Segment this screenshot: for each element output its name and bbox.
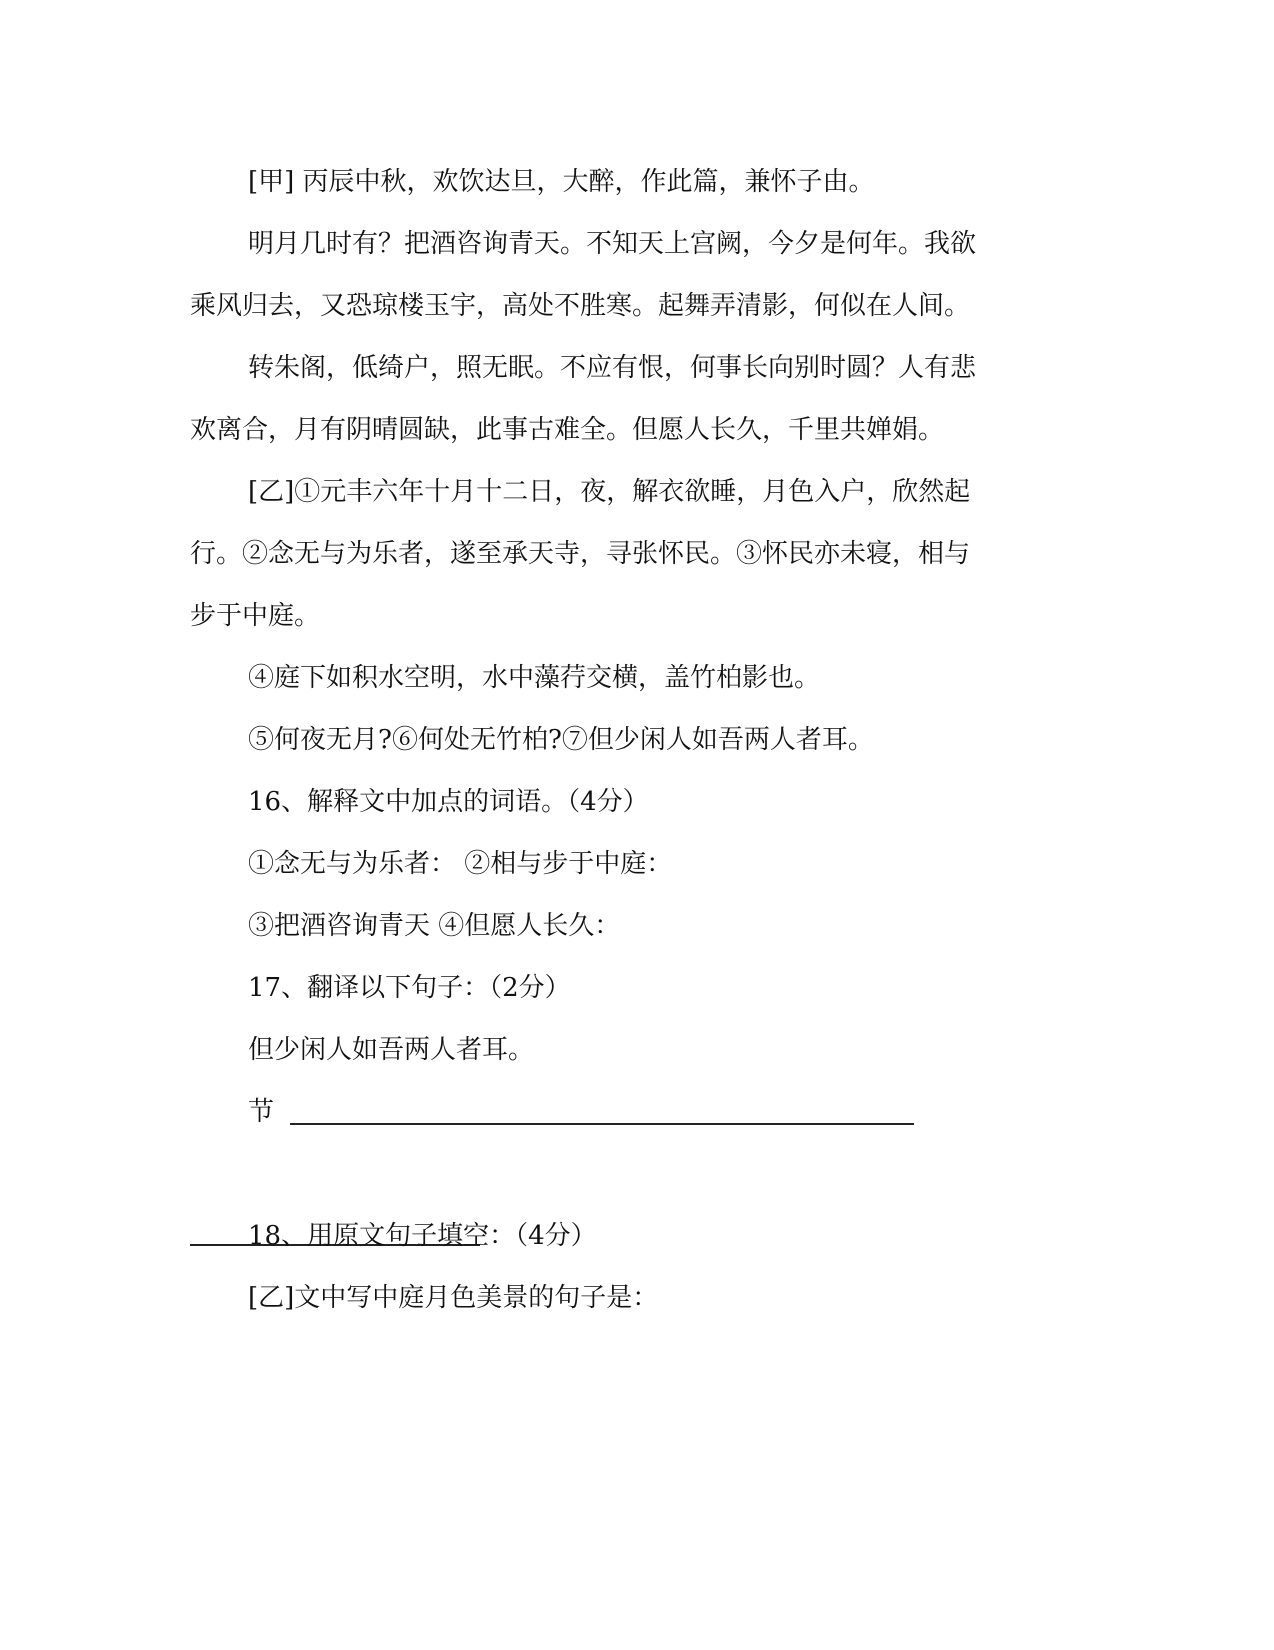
question-16-title: 16、解释文中加点的词语。（4分） [248, 787, 649, 817]
passage-yi-line: ④庭下如积水空明，水中藻荇交横，盖竹柏影也。 [248, 663, 821, 693]
passage-jia-line: 转朱阁，低绮户，照无眠。不应有恨，何事长向别时圆？人有悲 [248, 353, 977, 383]
passage-jia-line: 乘风归去，又恐琼楼玉宇，高处不胜寒。起舞弄清影，何似在人间。 [190, 291, 971, 321]
question-16-items: ①念无与为乐者： ②相与步于中庭： [248, 849, 673, 879]
question-18-prompt: [乙]文中写中庭月色美景的句子是： [248, 1283, 659, 1313]
answer-blank [290, 1123, 914, 1125]
passage-yi-line: [乙]①元丰六年十月十二日，夜，解衣欲睡，月色入户，欣然起 [248, 477, 971, 507]
question-16-items: ③把酒咨询青天 ④但愿人长久： [248, 911, 621, 941]
answer-prefix: 节 [248, 1097, 275, 1127]
passage-yi-line: 行。②念无与为乐者，遂至承天寺，寻张怀民。③怀民亦未寝，相与 [190, 539, 971, 569]
passage-jia-preface: [甲] 丙辰中秋，欢饮达旦，大醉，作此篇，兼怀子由。 [248, 167, 875, 197]
passage-jia-line: 明月几时有？把酒咨询青天。不知天上宫阙，今夕是何年。我欲 [248, 229, 977, 259]
passage-yi-line: 步于中庭。 [190, 601, 321, 631]
question-17-answer-line [248, 1092, 948, 1132]
passage-yi-line: ⑤何夜无月?⑥何处无竹柏?⑦但少闲人如吾两人者耳。 [248, 725, 874, 755]
question-17-title: 17、翻译以下句子：（2分） [248, 973, 571, 1003]
passage-jia-line: 欢离合，月有阴晴圆缺，此事古难全。但愿人长久，千里共婵娟。 [190, 415, 945, 445]
question-18-title: 18、用原文句子填空：（4分） [248, 1221, 597, 1251]
question-17-sentence: 但少闲人如吾两人者耳。 [248, 1035, 535, 1065]
